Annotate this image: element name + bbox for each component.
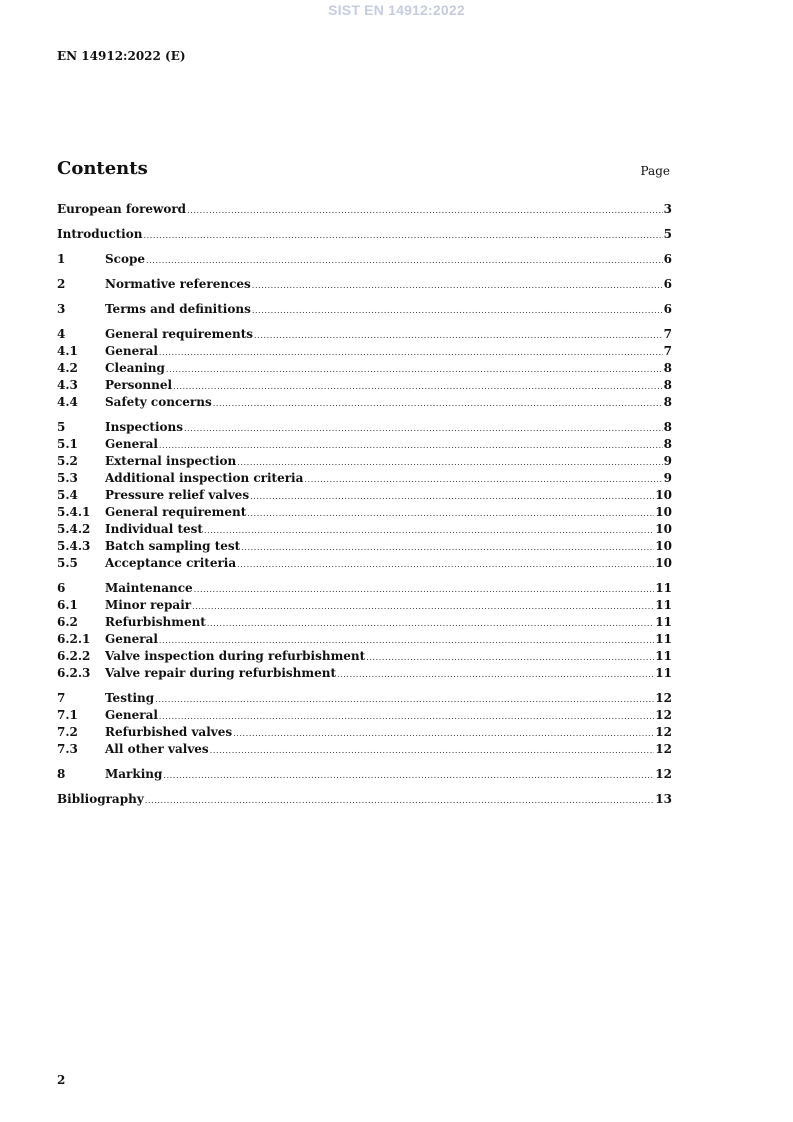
toc-number: 4.1 <box>57 344 78 358</box>
toc-leader <box>192 598 654 615</box>
toc-leader <box>250 488 654 505</box>
toc-page: 10 <box>655 522 672 536</box>
toc-number: 4.4 <box>57 395 78 409</box>
watermark: SIST EN 14912:2022 <box>328 2 465 18</box>
page-number: 2 <box>57 1073 66 1087</box>
toc-page: 7 <box>663 327 672 341</box>
page-column-heading: Page <box>640 164 670 178</box>
toc-leader <box>252 302 663 319</box>
toc-page: 8 <box>663 361 672 375</box>
toc-title: All other valves <box>105 742 209 756</box>
toc-title: Safety concerns <box>105 395 212 409</box>
toc-page: 12 <box>655 708 672 722</box>
toc-entry-bibliography[interactable] <box>57 791 672 808</box>
toc-entry[interactable] <box>57 555 672 572</box>
toc-page: 13 <box>655 792 672 806</box>
toc-number: 5.3 <box>57 471 78 485</box>
toc-title: General <box>105 708 158 722</box>
toc-title: Cleaning <box>105 361 165 375</box>
toc-page: 11 <box>655 615 672 629</box>
toc-title: Bibliography <box>57 792 144 806</box>
toc-title: Refurbishment <box>105 615 206 629</box>
toc-entry[interactable] <box>57 597 672 614</box>
toc-page: 5 <box>663 227 672 241</box>
toc-number: 8 <box>57 767 66 781</box>
toc-entry[interactable] <box>57 394 672 411</box>
toc-number: 5 <box>57 420 66 434</box>
toc-title: Valve inspection during refurbishment <box>105 649 366 663</box>
toc-page: 6 <box>663 252 672 266</box>
toc-number: 6.1 <box>57 598 78 612</box>
toc-entry[interactable] <box>57 343 672 360</box>
toc-number: 6 <box>57 581 66 595</box>
toc-number: 2 <box>57 277 66 291</box>
toc-leader <box>166 361 663 378</box>
toc-page: 10 <box>655 556 672 570</box>
toc-leader <box>207 615 654 632</box>
toc-page: 8 <box>663 395 672 409</box>
toc-entry[interactable] <box>57 436 672 453</box>
toc-title: Minor repair <box>105 598 192 612</box>
toc-entry[interactable] <box>57 614 672 631</box>
toc-leader <box>155 691 654 708</box>
toc-leader <box>233 725 654 742</box>
toc-entry[interactable] <box>57 580 672 597</box>
toc-page: 10 <box>655 505 672 519</box>
toc-entry[interactable] <box>57 377 672 394</box>
toc-leader <box>143 227 662 244</box>
toc-page: 8 <box>663 420 672 434</box>
toc-title: Testing <box>105 691 155 705</box>
toc-entry[interactable] <box>57 521 672 538</box>
toc-number: 5.4.3 <box>57 539 91 553</box>
toc-entry[interactable] <box>57 301 672 318</box>
toc-entry[interactable] <box>57 276 672 293</box>
toc-title: Scope <box>105 252 146 266</box>
toc-title: Normative references <box>105 277 251 291</box>
toc-entry[interactable] <box>57 251 672 268</box>
toc-title: Acceptance criteria <box>105 556 237 570</box>
toc-leader <box>366 649 654 666</box>
toc-leader <box>237 556 654 573</box>
toc-entry[interactable] <box>57 707 672 724</box>
toc-page: 12 <box>655 691 672 705</box>
toc-leader <box>247 505 654 522</box>
toc-number: 6.2.3 <box>57 666 91 680</box>
toc-number: 5.1 <box>57 437 78 451</box>
toc-number: 4.2 <box>57 361 78 375</box>
toc-page: 3 <box>663 202 672 216</box>
toc-entry[interactable] <box>57 741 672 758</box>
toc-number: 5.4.1 <box>57 505 91 519</box>
toc-leader <box>254 327 663 344</box>
toc-leader <box>252 277 663 294</box>
toc-title: Maintenance <box>105 581 193 595</box>
toc-page: 10 <box>655 539 672 553</box>
toc-page: 12 <box>655 767 672 781</box>
toc-leader <box>237 454 662 471</box>
toc-number: 7.2 <box>57 725 78 739</box>
toc-number: 6.2.2 <box>57 649 91 663</box>
toc-number: 5.5 <box>57 556 78 570</box>
toc-title: Pressure relief valves <box>105 488 250 502</box>
toc-leader <box>194 581 655 598</box>
toc-page: 12 <box>655 725 672 739</box>
toc-page: 12 <box>655 742 672 756</box>
toc-entry[interactable] <box>57 766 672 783</box>
toc-leader <box>304 471 662 488</box>
toc-title: Batch sampling test <box>105 539 241 553</box>
toc-title: Additional inspection criteria <box>105 471 304 485</box>
contents-heading: Contents <box>57 158 148 179</box>
toc-entry[interactable] <box>57 538 672 555</box>
toc-number: 4.3 <box>57 378 78 392</box>
toc-title: Valve repair during refurbishment <box>105 666 336 680</box>
toc-entry[interactable] <box>57 470 672 487</box>
toc-entry[interactable] <box>57 724 672 741</box>
toc-title: Introduction <box>57 227 143 241</box>
toc-leader <box>159 708 654 725</box>
toc-title: General <box>105 632 158 646</box>
toc-title: Marking <box>105 767 163 781</box>
toc-title: General <box>105 344 158 358</box>
toc-title: General requirements <box>105 327 254 341</box>
toc-entry[interactable] <box>57 487 672 504</box>
toc-entry[interactable] <box>57 648 672 665</box>
toc-number: 4 <box>57 327 66 341</box>
toc-page: 11 <box>655 666 672 680</box>
toc-page: 6 <box>663 277 672 291</box>
toc-title: Inspections <box>105 420 184 434</box>
toc-page: 9 <box>663 454 672 468</box>
toc-title: General requirement <box>105 505 247 519</box>
toc-number: 1 <box>57 252 66 266</box>
toc-leader <box>163 767 654 784</box>
toc-title: External inspection <box>105 454 237 468</box>
toc-title: European foreword <box>57 202 187 216</box>
toc-leader <box>159 437 663 454</box>
toc-entry[interactable] <box>57 631 672 648</box>
toc-title: General <box>105 437 158 451</box>
toc-entry-foreword[interactable] <box>57 201 672 218</box>
toc-leader <box>213 395 663 412</box>
toc-page: 11 <box>655 632 672 646</box>
toc-entry[interactable] <box>57 453 672 470</box>
toc-leader <box>337 666 654 683</box>
toc-number: 6.2 <box>57 615 78 629</box>
toc-number: 6.2.1 <box>57 632 91 646</box>
toc-leader <box>184 420 663 437</box>
toc-page: 11 <box>655 649 672 663</box>
toc-entry[interactable] <box>57 326 672 343</box>
toc-page: 6 <box>663 302 672 316</box>
toc-number: 5.2 <box>57 454 78 468</box>
toc-leader <box>187 202 663 219</box>
toc-title: Terms and definitions <box>105 302 251 316</box>
toc-page: 9 <box>663 471 672 485</box>
toc-leader <box>159 632 654 649</box>
toc-leader <box>204 522 654 539</box>
toc-entry[interactable] <box>57 690 672 707</box>
toc-entry-introduction[interactable] <box>57 226 672 243</box>
toc-number: 7 <box>57 691 66 705</box>
toc-leader <box>145 792 655 809</box>
toc-title: Individual test <box>105 522 203 536</box>
toc-page: 10 <box>655 488 672 502</box>
toc-number: 7.3 <box>57 742 78 756</box>
toc-leader <box>146 252 663 269</box>
toc-page: 8 <box>663 378 672 392</box>
toc-title: Refurbished valves <box>105 725 233 739</box>
toc-page: 11 <box>655 598 672 612</box>
toc-number: 5.4 <box>57 488 78 502</box>
toc-page: 7 <box>663 344 672 358</box>
toc-entry[interactable] <box>57 360 672 377</box>
table-of-contents <box>57 201 672 808</box>
document-id: EN 14912:2022 (E) <box>57 49 186 63</box>
toc-leader <box>173 378 663 395</box>
toc-number: 5.4.2 <box>57 522 91 536</box>
toc-number: 7.1 <box>57 708 78 722</box>
toc-entry[interactable] <box>57 419 672 436</box>
toc-number: 3 <box>57 302 66 316</box>
toc-leader <box>241 539 654 556</box>
toc-page: 8 <box>663 437 672 451</box>
toc-leader <box>210 742 655 759</box>
toc-page: 11 <box>655 581 672 595</box>
toc-entry[interactable] <box>57 665 672 682</box>
toc-leader <box>159 344 663 361</box>
toc-title: Personnel <box>105 378 173 392</box>
toc-entry[interactable] <box>57 504 672 521</box>
